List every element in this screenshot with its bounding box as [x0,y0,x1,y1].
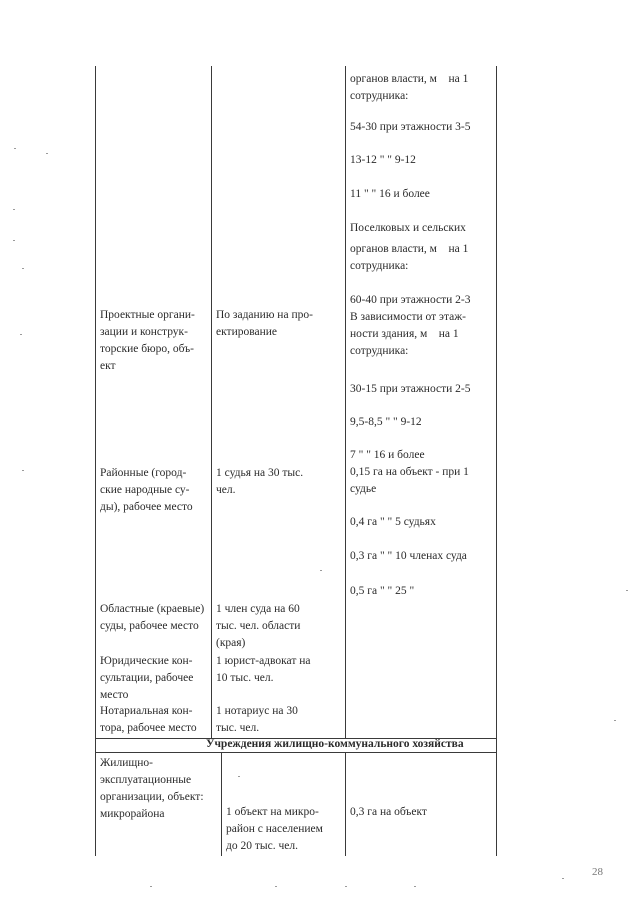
scan-speck [614,720,616,721]
norm-text: 0,4 га " " 5 судьях [350,516,436,528]
row-unit: 1 судья на 30 тыс. чел. [216,467,304,496]
norm-text: Поселковых и сельских [350,222,466,234]
row-name: Районные (город- ские народные су- ды), рабочее место [100,467,193,513]
norm-text: 9,5-8,5 " " 9-12 [350,416,422,428]
scan-speck [238,776,240,777]
row-name: Нотариальная кон- тора, рабочее место [100,705,197,734]
row-unit: По заданию на про- ектирование [216,309,313,338]
scan-speck [13,209,15,210]
row-norm: 0,3 га на объект [350,806,427,818]
norm-text: 0,3 га " " 10 членах суда [350,550,467,562]
page-number: 28 [592,866,603,878]
section-divider-line-2 [95,752,497,753]
section-title: Учреждения жилищно-коммунального хозяйства [206,738,464,750]
norm-text: 13-12 " " 9-12 [350,154,416,166]
scan-speck [46,153,48,154]
scan-speck [20,334,22,335]
scan-speck [14,148,16,149]
norm-text: 11 " " 16 и более [350,188,430,200]
col-divider-1-lower [221,752,222,856]
scan-speck [150,886,152,887]
row-unit: 1 юрист-адвокат на 10 тыс. чел. [216,655,311,684]
row-unit: 1 объект на микро- район с населением до 20 тыс. чел. [226,806,323,852]
col-divider-2-lower [345,752,346,856]
norm-text: 30-15 при этажности 2-5 [350,383,471,395]
scan-speck [275,886,277,887]
norm-text: 54-30 при этажности 3-5 [350,121,471,133]
scan-speck [320,570,322,571]
scan-speck [13,240,15,241]
norm-text: 7 " " 16 и более 0,15 га на объект - при 1 судье [350,449,469,495]
row-name: Областные (краевые) суды, рабочее место [100,603,205,632]
scan-speck [414,886,416,887]
norm-text: органов власти, м на 1 сотрудника: [350,243,469,272]
scan-speck [626,590,628,591]
scan-speck [345,886,347,887]
row-name: Жилищно- эксплуатационные организации, объект: микрорайона [100,757,204,820]
col-divider-2 [345,66,346,738]
col-divider-1 [211,66,212,738]
row-unit: 1 член суда на 60 тыс. чел. области (края) [216,603,301,649]
norm-text: 60-40 при этажности 2-3 В зависимости от этаж- ности здания, м на 1 сотрудника: [350,294,471,357]
row-name: Проектные органи- зации и конструк- торские бюро, объ- ект [100,309,195,372]
norm-text: органов власти, м на 1 сотрудника: [350,73,469,102]
norm-text: 0,5 га " " 25 " [350,585,415,597]
scan-speck [562,878,564,879]
scan-speck [22,268,24,269]
row-name: Юридические кон- сультации, рабочее место [100,655,194,701]
scan-speck [22,470,24,471]
row-unit: 1 нотариус на 30 тыс. чел. [216,705,298,734]
